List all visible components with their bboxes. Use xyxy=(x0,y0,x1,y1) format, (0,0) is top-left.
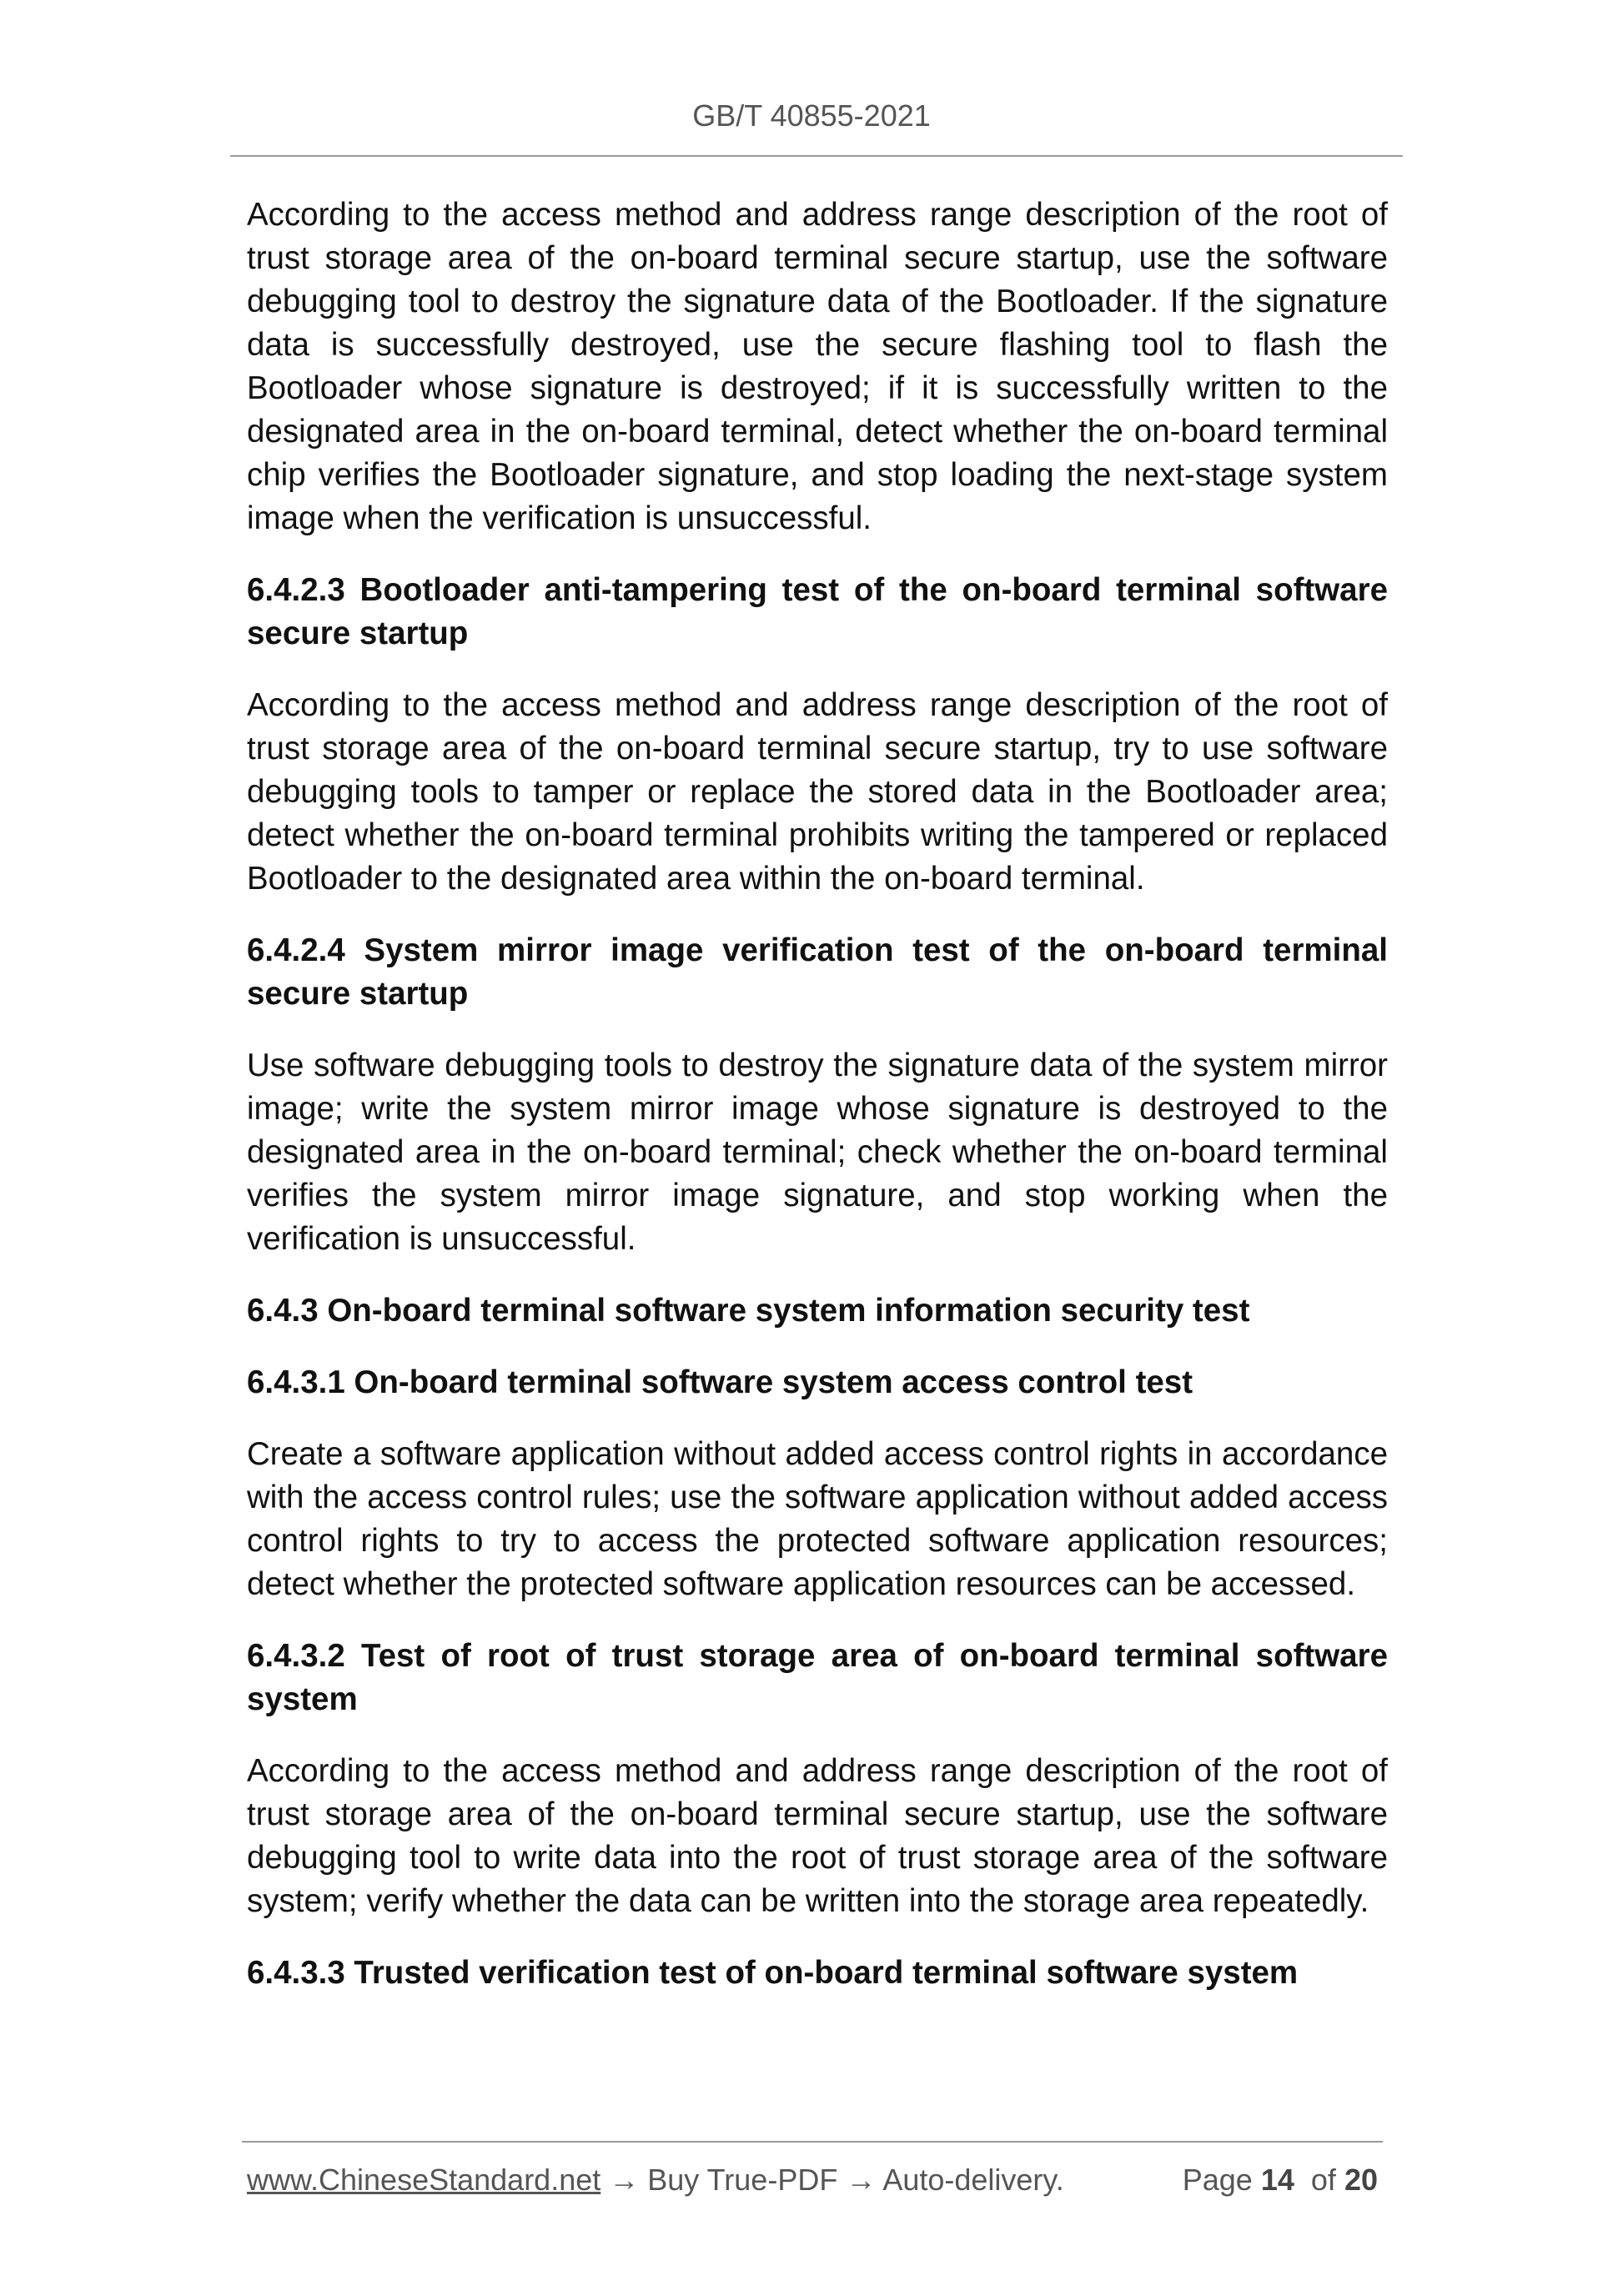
paragraph-bootloader-tamper: According to the access method and address range description of the root of trust storage area of the on-board terminal secure startup, try to use software debugging tools to tamper or replace the stored data in the Bootloader area; detect whether the on-board terminal prohibits writing the tampered or replaced Bootloader to the designated area within the on-board terminal. xyxy=(247,687,1388,897)
paragraph-bootloader-signature: According to the access method and address range description of the root of trust storage area of the on-board terminal secure startup, use the software debugging tool to destroy the signature data of the Bootloader. If the signature data is successfully destroyed, use the secure flashing tool to flash the Bootloader whose signature is destroyed; if it is successfully written to the designated area in the on-board terminal, detect whether the on-board terminal chip verifies the Bootloader signature, and stop loading the next-stage system image when the verification is unsuccessful. xyxy=(247,197,1388,536)
footer-promo-text: → Buy True-PDF → Auto-delivery. xyxy=(600,2163,1064,2197)
heading-6-4-3-1: 6.4.3.1 On-board terminal software system access control test xyxy=(247,1364,1193,1400)
heading-6-4-3-2: 6.4.3.2 Test of root of trust storage area of on-board terminal software system xyxy=(247,1638,1388,1717)
header-divider xyxy=(230,155,1403,157)
heading-6-4-3-3: 6.4.3.3 Trusted verification test of on-board terminal software system xyxy=(247,1955,1299,1991)
footer-promo xyxy=(247,2162,1064,2198)
site-link[interactable]: www.ChineseStandard.net xyxy=(247,2163,601,2197)
paragraph-mirror-image-verification: Use software debugging tools to destroy the signature data of the system mirror image; write the system mirror image whose signature is destroyed to the designated area in the on-board terminal; check whether the on-board terminal verifies the system mirror image signature, and stop working when the verification is unsuccessful. xyxy=(247,1048,1388,1257)
document-code-header: GB/T 40855-2021 xyxy=(692,98,931,133)
page-word: Page xyxy=(1182,2163,1253,2197)
heading-6-4-2-4: 6.4.2.4 System mirror image verification test of the on-board terminal secure startup xyxy=(247,932,1388,1012)
heading-6-4-2-3: 6.4.2.3 Bootloader anti-tampering test of the on-board terminal software secure startup xyxy=(247,572,1388,651)
footer-divider xyxy=(242,2141,1383,2143)
of-word: of xyxy=(1310,2163,1336,2197)
page-current: 14 xyxy=(1260,2163,1294,2197)
heading-6-4-3: 6.4.3 On-board terminal software system information security test xyxy=(247,1293,1250,1329)
paragraph-access-control: Create a software application without added access control rights in accordance with the access control rules; use the software application without added access control rights to try to access the protected software application resources; detect whether the protected software application resources can be accessed. xyxy=(247,1436,1388,1602)
page-number xyxy=(1183,2162,1378,2198)
page-body xyxy=(247,193,1388,2023)
paragraph-root-of-trust-storage: According to the access method and address range description of the root of trust storage area of the on-board terminal secure startup, use the software debugging tool to write data into the root of trust storage area of the software system; verify whether the data can be written into the storage area repeatedly. xyxy=(247,1753,1388,1919)
page-total: 20 xyxy=(1344,2163,1378,2197)
